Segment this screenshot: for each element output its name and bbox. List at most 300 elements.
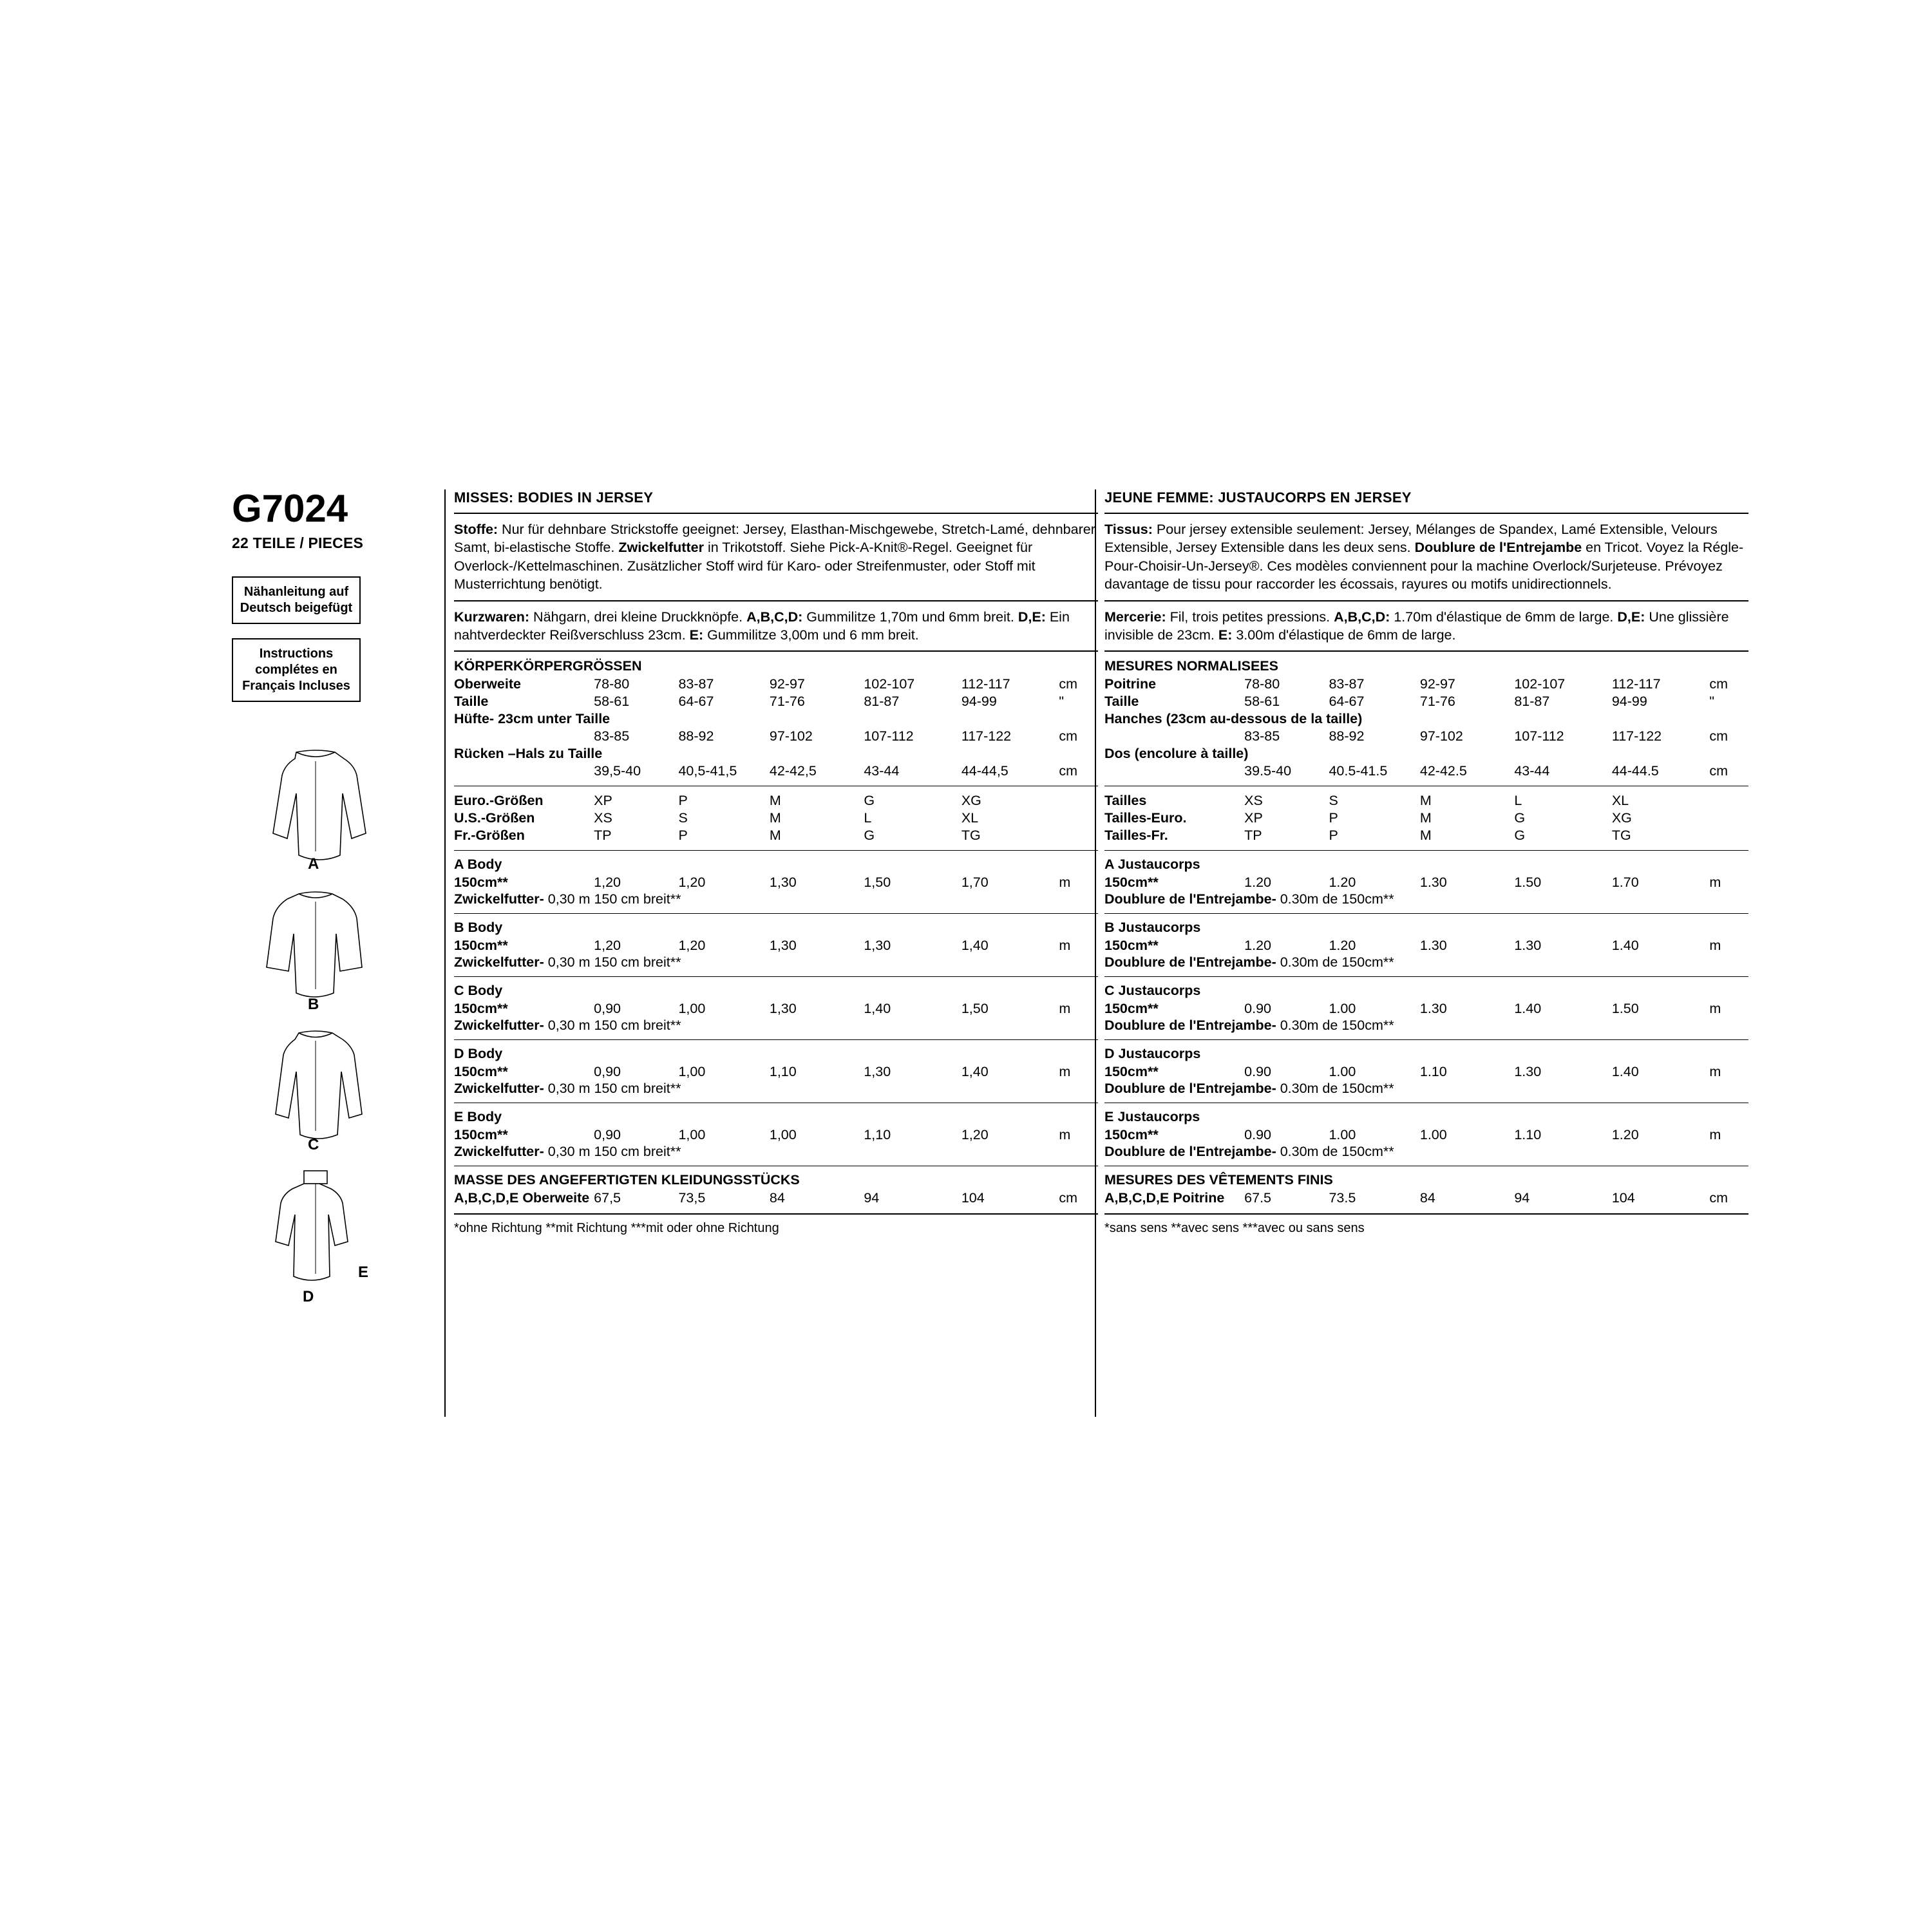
fr-view-c-table bbox=[1104, 1000, 1748, 1018]
cell: L bbox=[1514, 793, 1522, 809]
row-label: Dos (encolure à taille) bbox=[1104, 746, 1249, 762]
table-row bbox=[1104, 1126, 1748, 1144]
cell: M bbox=[769, 828, 781, 844]
cell: 83-87 bbox=[1329, 676, 1365, 692]
cell: 1.40 bbox=[1611, 938, 1639, 954]
cell: 64-67 bbox=[678, 694, 714, 710]
fabric-width: 150cm** bbox=[454, 875, 508, 891]
unit: cm bbox=[1709, 676, 1728, 692]
fr-fabric-text2: en Tricot. Voyez la Régle-Pour-Choisir-Un-Jersey®. Ces modèles conviennent pour la machine Overlock/Surjeteuse. Prévoyez davantage de tissu pour raccorder les écossais, rayures ou motifs unidirectionnels. bbox=[1104, 540, 1744, 592]
fr-view-a bbox=[1104, 857, 1748, 907]
cell: G bbox=[864, 828, 875, 844]
fr-body-measurements-header: MESURES NORMALISEES bbox=[1104, 658, 1278, 674]
cell: 1.30 bbox=[1419, 875, 1447, 891]
fr-notions-b1: A,B,C,D: bbox=[1334, 609, 1390, 625]
cell: 1,40 bbox=[864, 1001, 891, 1017]
cell: 1.30 bbox=[1419, 1001, 1447, 1017]
figure-a bbox=[232, 747, 399, 876]
cell: 94-99 bbox=[961, 694, 997, 710]
cell: XS bbox=[1244, 793, 1263, 809]
cell: 1,50 bbox=[961, 1001, 989, 1017]
unit: m bbox=[1709, 938, 1721, 954]
cell: 73.5 bbox=[1329, 1190, 1356, 1206]
cell: 1,20 bbox=[678, 875, 706, 891]
de-rule-3 bbox=[454, 650, 1098, 652]
table-row bbox=[454, 762, 1098, 780]
cell: 40,5-41,5 bbox=[678, 763, 737, 779]
table-row bbox=[1104, 728, 1748, 745]
cell: G bbox=[864, 793, 875, 809]
fr-finished-header: MESURES DES VÊTEMENTS FINIS bbox=[1104, 1172, 1333, 1188]
cell: 0,90 bbox=[594, 1127, 621, 1143]
table-row bbox=[454, 745, 1098, 762]
row-label: A,B,C,D,E Poitrine bbox=[1104, 1190, 1225, 1206]
fr-body-measurements-table bbox=[1104, 676, 1748, 780]
row-label: A,B,C,D,E Oberweite bbox=[454, 1190, 590, 1206]
row-label: Tailles-Euro. bbox=[1104, 810, 1187, 826]
fr-notions-b3: E: bbox=[1218, 627, 1233, 643]
french-instructions-box: Instructions complétes en Français Incluses bbox=[232, 638, 361, 702]
cell: 94 bbox=[1514, 1190, 1530, 1206]
info-sheet bbox=[232, 487, 1744, 1462]
cell: 1.00 bbox=[1419, 1127, 1447, 1143]
de-rule-8 bbox=[454, 1039, 1098, 1040]
table-row bbox=[1104, 810, 1748, 827]
cell: XG bbox=[1611, 810, 1632, 826]
german-instructions-box: Nähanleitung auf Deutsch beigefügt bbox=[232, 576, 361, 624]
cell: 92-97 bbox=[769, 676, 805, 692]
fr-rule-bottom bbox=[1104, 1213, 1748, 1215]
cell: 71-76 bbox=[769, 694, 805, 710]
de-notions-t1: Gummilitze 1,70m und 6mm breit. bbox=[802, 609, 1014, 625]
table-row bbox=[1104, 676, 1748, 693]
view-title: E Body bbox=[454, 1109, 502, 1125]
cell: TG bbox=[961, 828, 981, 844]
row-label: Fr.-Größen bbox=[454, 828, 525, 844]
cell: 0.90 bbox=[1244, 1064, 1272, 1080]
fr-fabric-text: Pour jersey extensible seulement: Jersey, Mélanges de Spandex, Lamé Extensible, Velours Extensible, Jersey Extensible dans les deux sens. bbox=[1104, 522, 1718, 556]
unit: cm bbox=[1709, 1190, 1728, 1206]
cell: 64-67 bbox=[1329, 694, 1365, 710]
cell: 107-112 bbox=[864, 728, 914, 744]
unit: cm bbox=[1059, 763, 1077, 779]
row-label: Taille bbox=[1104, 694, 1139, 710]
cell: 1,30 bbox=[864, 938, 891, 954]
table-row bbox=[1104, 1189, 1748, 1207]
table-row bbox=[1104, 827, 1748, 844]
cell: 112-117 bbox=[961, 676, 1010, 692]
unit: cm bbox=[1059, 676, 1077, 692]
cell: 84 bbox=[769, 1190, 785, 1206]
fr-fabric-paragraph bbox=[1104, 520, 1748, 594]
cell: 0,90 bbox=[594, 1064, 621, 1080]
cell: 44-44.5 bbox=[1611, 763, 1659, 779]
cell: XL bbox=[1611, 793, 1629, 809]
cell: 40.5-41.5 bbox=[1329, 763, 1388, 779]
table-row bbox=[1104, 710, 1748, 728]
table-row bbox=[1104, 874, 1748, 891]
figure-c-label: C bbox=[308, 1136, 319, 1153]
fabric-width: 150cm** bbox=[454, 938, 508, 954]
fabric-width: 150cm** bbox=[1104, 1001, 1159, 1017]
cell: 94-99 bbox=[1611, 694, 1647, 710]
cell: 102-107 bbox=[864, 676, 915, 692]
lining-label: Doublure de l'Entrejambe- bbox=[1104, 1018, 1276, 1034]
cell: 1.00 bbox=[1329, 1001, 1356, 1017]
cell: 0,90 bbox=[594, 1001, 621, 1017]
table-row bbox=[454, 792, 1098, 810]
cell: 73,5 bbox=[678, 1190, 706, 1206]
cell: 1.20 bbox=[1329, 875, 1356, 891]
row-label bbox=[1104, 728, 1244, 745]
de-rule-7 bbox=[454, 976, 1098, 977]
cell: 83-87 bbox=[678, 676, 714, 692]
de-fabric-bold2: Zwickelfutter bbox=[618, 540, 704, 556]
cell: 88-92 bbox=[678, 728, 714, 744]
figure-e-label: E bbox=[358, 1264, 369, 1281]
cell: 1,30 bbox=[769, 875, 797, 891]
table-row bbox=[454, 1126, 1098, 1144]
cell: M bbox=[1419, 828, 1432, 844]
de-view-e-table bbox=[454, 1126, 1098, 1144]
french-column bbox=[1104, 489, 1748, 1236]
fr-rule-7 bbox=[1104, 976, 1748, 977]
left-column bbox=[232, 489, 419, 1462]
lining-text: 0,30 m 150 cm breit** bbox=[544, 954, 681, 971]
row-label: Tailles-Fr. bbox=[1104, 828, 1168, 844]
table-row bbox=[454, 1063, 1098, 1081]
table-row bbox=[1104, 745, 1748, 762]
de-view-b bbox=[454, 920, 1098, 971]
fr-rule-2 bbox=[1104, 600, 1748, 601]
cell: 58-61 bbox=[1244, 694, 1280, 710]
divider-left bbox=[444, 489, 446, 1417]
cell: 1.50 bbox=[1611, 1001, 1639, 1017]
de-rule-2 bbox=[454, 600, 1098, 601]
cell: 1,00 bbox=[678, 1001, 706, 1017]
cell: 1.10 bbox=[1419, 1064, 1447, 1080]
cell: 42-42,5 bbox=[769, 763, 817, 779]
cell: 81-87 bbox=[864, 694, 900, 710]
lining-text: 0,30 m 150 cm breit** bbox=[544, 891, 681, 907]
cell: 1,20 bbox=[961, 1127, 989, 1143]
cell: M bbox=[769, 810, 781, 826]
bodysuit-de-illustration bbox=[232, 1168, 399, 1297]
row-label bbox=[454, 728, 594, 745]
cell: G bbox=[1514, 810, 1526, 826]
de-rule-6 bbox=[454, 913, 1098, 914]
cell: 1.40 bbox=[1611, 1064, 1639, 1080]
cell: TG bbox=[1611, 828, 1631, 844]
row-label bbox=[454, 762, 594, 780]
cell: 102-107 bbox=[1514, 676, 1566, 692]
cell: 1,30 bbox=[864, 1064, 891, 1080]
fr-rule-5 bbox=[1104, 850, 1748, 851]
cell: 1,00 bbox=[678, 1064, 706, 1080]
view-title: B Body bbox=[454, 920, 503, 936]
cell: 1,30 bbox=[769, 938, 797, 954]
unit: m bbox=[1709, 1001, 1721, 1017]
fr-footnote: *sans sens **avec sens ***avec ou sans sens bbox=[1104, 1221, 1365, 1236]
de-body-measurements-header: KÖRPERKÖRPERGRÖSSEN bbox=[454, 658, 642, 674]
fr-rule-1 bbox=[1104, 513, 1748, 514]
de-notions-paragraph bbox=[454, 608, 1098, 645]
de-notions-label: Kurzwaren: bbox=[454, 609, 530, 625]
fr-rule-6 bbox=[1104, 913, 1748, 914]
unit: m bbox=[1059, 1064, 1071, 1080]
cell: 83-85 bbox=[594, 728, 630, 744]
de-notions-b1: A,B,C,D: bbox=[746, 609, 803, 625]
de-finished-table bbox=[454, 1189, 1098, 1207]
cell: TP bbox=[1244, 828, 1262, 844]
cell: 0.90 bbox=[1244, 1127, 1272, 1143]
view-title: B Justaucorps bbox=[1104, 920, 1201, 936]
row-label: Rücken –Hals zu Taille bbox=[454, 746, 603, 762]
cell: 0.90 bbox=[1244, 1001, 1272, 1017]
cell: XL bbox=[961, 810, 979, 826]
de-title: MISSES: BODIES IN JERSEY bbox=[454, 489, 654, 506]
table-row bbox=[1104, 937, 1748, 954]
fr-view-b bbox=[1104, 920, 1748, 971]
de-notions-text: Nähgarn, drei kleine Druckknöpfe. bbox=[529, 609, 747, 625]
cell: 88-92 bbox=[1329, 728, 1365, 744]
cell: 97-102 bbox=[769, 728, 813, 744]
de-notions-b3: E: bbox=[689, 627, 704, 643]
de-notions-t3: Gummilitze 3,00m und 6 mm breit. bbox=[703, 627, 919, 643]
cell: 39.5-40 bbox=[1244, 763, 1292, 779]
cell: M bbox=[769, 793, 781, 809]
cell: P bbox=[1329, 828, 1338, 844]
cell: 1,20 bbox=[594, 875, 621, 891]
unit: " bbox=[1059, 694, 1064, 710]
de-view-d-lining bbox=[454, 1081, 1098, 1097]
cell: 78-80 bbox=[1244, 676, 1280, 692]
cell: 107-112 bbox=[1514, 728, 1564, 744]
cell: XS bbox=[594, 810, 612, 826]
cell: XP bbox=[1244, 810, 1263, 826]
cell: 104 bbox=[1611, 1190, 1635, 1206]
de-fabric-text2: in Trikotstoff. Siehe Pick-A-Knit®-Regel. Geeignet für Overlock-/Kettelmaschinen. Zusätzlicher Stoff wird für Karo- oder Streifenmuster, oder Stoff mit Musterrichtung benötigt. bbox=[454, 540, 1036, 592]
fr-fabric-label: Tissus: bbox=[1104, 522, 1153, 537]
fr-notions-b2: D,E: bbox=[1617, 609, 1645, 625]
unit: cm bbox=[1709, 728, 1728, 744]
cell: 97-102 bbox=[1419, 728, 1463, 744]
cell: P bbox=[678, 828, 688, 844]
unit: m bbox=[1059, 1127, 1071, 1143]
fr-notions-label: Mercerie: bbox=[1104, 609, 1166, 625]
cell: 117-122 bbox=[1611, 728, 1662, 744]
cell: 1,40 bbox=[961, 1064, 989, 1080]
cell: 104 bbox=[961, 1190, 985, 1206]
pattern-number: G7024 bbox=[232, 487, 348, 530]
cell: 1.30 bbox=[1419, 938, 1447, 954]
de-rule-bottom bbox=[454, 1213, 1098, 1215]
de-view-b-lining bbox=[454, 954, 1098, 971]
fr-view-d-table bbox=[1104, 1063, 1748, 1081]
row-label: Tailles bbox=[1104, 793, 1147, 809]
fabric-width: 150cm** bbox=[454, 1127, 508, 1143]
cell: 1.50 bbox=[1514, 875, 1542, 891]
table-row bbox=[454, 693, 1098, 710]
cell: 1.20 bbox=[1244, 938, 1272, 954]
unit: m bbox=[1709, 1127, 1721, 1143]
fabric-width: 150cm** bbox=[454, 1001, 508, 1017]
fr-view-a-lining bbox=[1104, 891, 1748, 907]
unit: cm bbox=[1059, 728, 1077, 744]
de-fabric-text: Nur für dehnbare Strickstoffe geeignet: Jersey, Elasthan-Mischgewebe, Stretch-Lamé, dehnbarer Samt, bi-elastische Stoffe. bbox=[454, 522, 1095, 556]
de-view-d-table bbox=[454, 1063, 1098, 1081]
figure-b bbox=[232, 887, 399, 1016]
cell: 1,10 bbox=[864, 1127, 891, 1143]
german-column bbox=[454, 489, 1098, 1236]
fr-view-c-lining bbox=[1104, 1018, 1748, 1034]
table-row bbox=[454, 710, 1098, 728]
cell: M bbox=[1419, 793, 1432, 809]
cell: 83-85 bbox=[1244, 728, 1280, 744]
lining-label: Doublure de l'Entrejambe- bbox=[1104, 954, 1276, 971]
cell: 94 bbox=[864, 1190, 880, 1206]
row-label: Poitrine bbox=[1104, 676, 1157, 692]
de-rule-5 bbox=[454, 850, 1098, 851]
de-view-b-table bbox=[454, 937, 1098, 954]
fr-view-e bbox=[1104, 1109, 1748, 1160]
fabric-width: 150cm** bbox=[1104, 1064, 1159, 1080]
cell: S bbox=[1329, 793, 1338, 809]
cell: 78-80 bbox=[594, 676, 630, 692]
table-row bbox=[454, 810, 1098, 827]
table-row bbox=[454, 937, 1098, 954]
fr-rule-3 bbox=[1104, 650, 1748, 652]
figure-a-label: A bbox=[308, 855, 319, 873]
table-row bbox=[454, 1189, 1098, 1207]
de-footnote: *ohne Richtung **mit Richtung ***mit oder ohne Richtung bbox=[454, 1221, 779, 1236]
unit: cm bbox=[1709, 763, 1728, 779]
de-fabric-paragraph bbox=[454, 520, 1098, 594]
cell: L bbox=[864, 810, 872, 826]
cell: 43-44 bbox=[1514, 763, 1550, 779]
de-view-a-table bbox=[454, 874, 1098, 891]
cell: TP bbox=[594, 828, 612, 844]
de-finished-header: MASSE DES ANGEFERTIGTEN KLEIDUNGSSTÜCKS bbox=[454, 1172, 800, 1188]
lining-label: Zwickelfutter- bbox=[454, 1144, 544, 1160]
fr-view-e-table bbox=[1104, 1126, 1748, 1144]
table-row bbox=[1104, 693, 1748, 710]
fr-notions-t1: 1.70m d'élastique de 6mm de large. bbox=[1390, 609, 1614, 625]
row-label: Euro.-Größen bbox=[454, 793, 544, 809]
lining-label: Doublure de l'Entrejambe- bbox=[1104, 1144, 1276, 1160]
cell: 43-44 bbox=[864, 763, 900, 779]
cell: 1,70 bbox=[961, 875, 989, 891]
de-view-c bbox=[454, 983, 1098, 1034]
cell: 42-42.5 bbox=[1419, 763, 1467, 779]
lining-text: 0,30 m 150 cm breit** bbox=[544, 1018, 681, 1034]
cell: 1.20 bbox=[1611, 1127, 1639, 1143]
cell: 1.00 bbox=[1329, 1127, 1356, 1143]
lining-text: 0.30m de 150cm** bbox=[1276, 1018, 1394, 1034]
lining-text: 0.30m de 150cm** bbox=[1276, 1081, 1394, 1097]
figure-c bbox=[232, 1028, 399, 1157]
table-row bbox=[1104, 792, 1748, 810]
fr-view-b-lining bbox=[1104, 954, 1748, 971]
cell: 67,5 bbox=[594, 1190, 621, 1206]
lining-label: Zwickelfutter- bbox=[454, 1081, 544, 1097]
cell: 71-76 bbox=[1419, 694, 1455, 710]
fr-view-c bbox=[1104, 983, 1748, 1034]
cell: 1,00 bbox=[769, 1127, 797, 1143]
view-title: C Body bbox=[454, 983, 503, 999]
de-view-c-table bbox=[454, 1000, 1098, 1018]
table-row bbox=[454, 827, 1098, 844]
cell: 67.5 bbox=[1244, 1190, 1272, 1206]
cell: 112-117 bbox=[1611, 676, 1661, 692]
unit: m bbox=[1059, 938, 1071, 954]
cell: S bbox=[678, 810, 688, 826]
row-label: U.S.-Größen bbox=[454, 810, 535, 826]
cell: 1.20 bbox=[1244, 875, 1272, 891]
de-view-d bbox=[454, 1046, 1098, 1097]
cell: 92-97 bbox=[1419, 676, 1455, 692]
view-title: A Body bbox=[454, 857, 502, 873]
fr-view-b-table bbox=[1104, 937, 1748, 954]
lining-text: 0,30 m 150 cm breit** bbox=[544, 1081, 681, 1097]
cell: XG bbox=[961, 793, 981, 809]
table-row bbox=[1104, 1063, 1748, 1081]
view-title: E Justaucorps bbox=[1104, 1109, 1200, 1125]
lining-label: Zwickelfutter- bbox=[454, 954, 544, 971]
lining-label: Doublure de l'Entrejambe- bbox=[1104, 1081, 1276, 1097]
de-view-a-lining bbox=[454, 891, 1098, 907]
fr-notions-t2: Une glissière invisible de 23cm. bbox=[1104, 609, 1729, 643]
fabric-width: 150cm** bbox=[1104, 938, 1159, 954]
cell: 1.30 bbox=[1514, 938, 1542, 954]
fr-rule-8 bbox=[1104, 1039, 1748, 1040]
cell: 58-61 bbox=[594, 694, 630, 710]
fabric-width: 150cm** bbox=[1104, 1127, 1159, 1143]
cell: 1.00 bbox=[1329, 1064, 1356, 1080]
table-row bbox=[1104, 762, 1748, 780]
cell: M bbox=[1419, 810, 1432, 826]
fr-view-a-table bbox=[1104, 874, 1748, 891]
cell: 1,20 bbox=[594, 938, 621, 954]
fr-size-table bbox=[1104, 792, 1748, 844]
cell: 1.40 bbox=[1514, 1001, 1542, 1017]
de-view-e bbox=[454, 1109, 1098, 1160]
unit: m bbox=[1059, 1001, 1071, 1017]
unit: cm bbox=[1059, 1190, 1077, 1206]
view-title: A Justaucorps bbox=[1104, 857, 1200, 873]
lining-text: 0.30m de 150cm** bbox=[1276, 1144, 1394, 1160]
table-row bbox=[454, 1000, 1098, 1018]
figure-d-label: D bbox=[303, 1288, 314, 1305]
lining-text: 0.30m de 150cm** bbox=[1276, 954, 1394, 971]
unit: m bbox=[1709, 875, 1721, 891]
de-size-table bbox=[454, 792, 1098, 844]
view-title: D Justaucorps bbox=[1104, 1046, 1201, 1062]
cell: 81-87 bbox=[1514, 694, 1550, 710]
table-row bbox=[1104, 1000, 1748, 1018]
lining-label: Zwickelfutter- bbox=[454, 891, 544, 907]
view-title: C Justaucorps bbox=[1104, 983, 1201, 999]
cell: 1,20 bbox=[678, 938, 706, 954]
fr-notions-paragraph bbox=[1104, 608, 1748, 645]
row-label bbox=[1104, 762, 1244, 780]
fr-fabric-bold2: Doublure de l'Entrejambe bbox=[1414, 540, 1582, 556]
row-label: Taille bbox=[454, 694, 489, 710]
row-label: Hanches (23cm au-dessous de la taille) bbox=[1104, 711, 1363, 727]
fabric-width: 150cm** bbox=[454, 1064, 508, 1080]
cell: 84 bbox=[1419, 1190, 1435, 1206]
cell: 44-44,5 bbox=[961, 763, 1009, 779]
